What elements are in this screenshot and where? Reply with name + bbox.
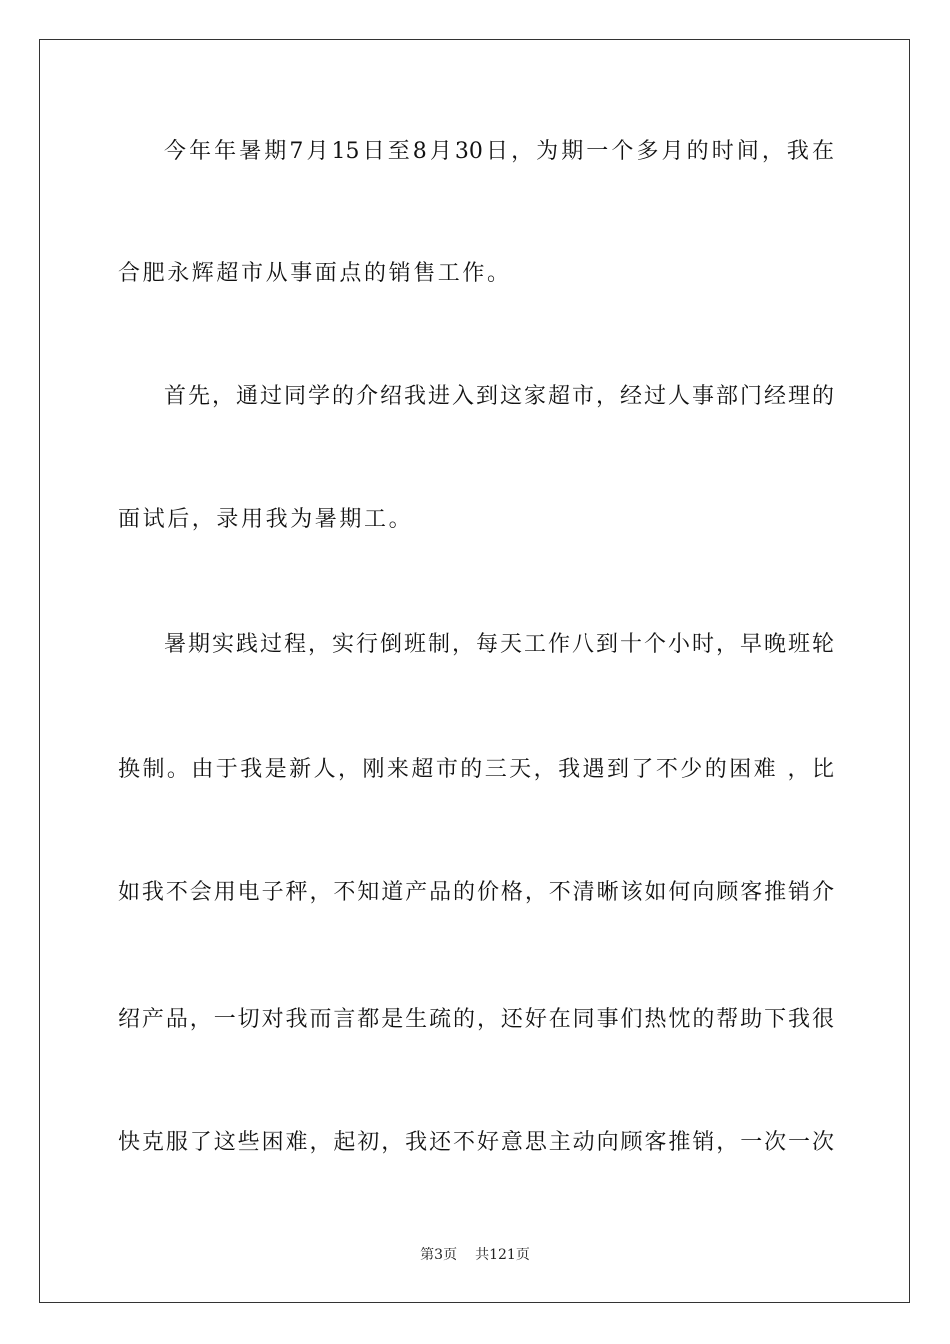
page-number: 第3页 [420,1247,458,1263]
paragraph-line: 绍产品，一切对我而言都是生疏的，还好在同事们热忱的帮助下我很 [118,1007,834,1032]
paragraph-line: 如我不会用电子秤，不知道产品的价格，不清晰该如何向顾客推销介 [118,880,834,905]
total-pages: 共121页 [475,1247,530,1263]
paragraph-line: 换制。由于我是新人，刚来超市的三天，我遇到了不少的困难 ，比 [118,757,834,782]
page-border [39,39,910,1303]
paragraph-line: 今年年暑期7月15日至8月30日，为期一个多月的时间，我在 [164,139,834,164]
paragraph-line: 首先，通过同学的介绍我进入到这家超市，经过人事部门经理的 [164,384,834,409]
paragraph-line: 暑期实践过程，实行倒班制，每天工作八到十个小时，早晚班轮 [164,632,834,657]
paragraph-line: 合肥永辉超市从事面点的销售工作。 [118,261,512,286]
paragraph-line: 快克服了这些困难，起初，我还不好意思主动向顾客推销，一次一次 [118,1130,834,1155]
paragraph-line: 面试后，录用我为暑期工。 [118,507,414,532]
page-footer [0,1246,950,1264]
